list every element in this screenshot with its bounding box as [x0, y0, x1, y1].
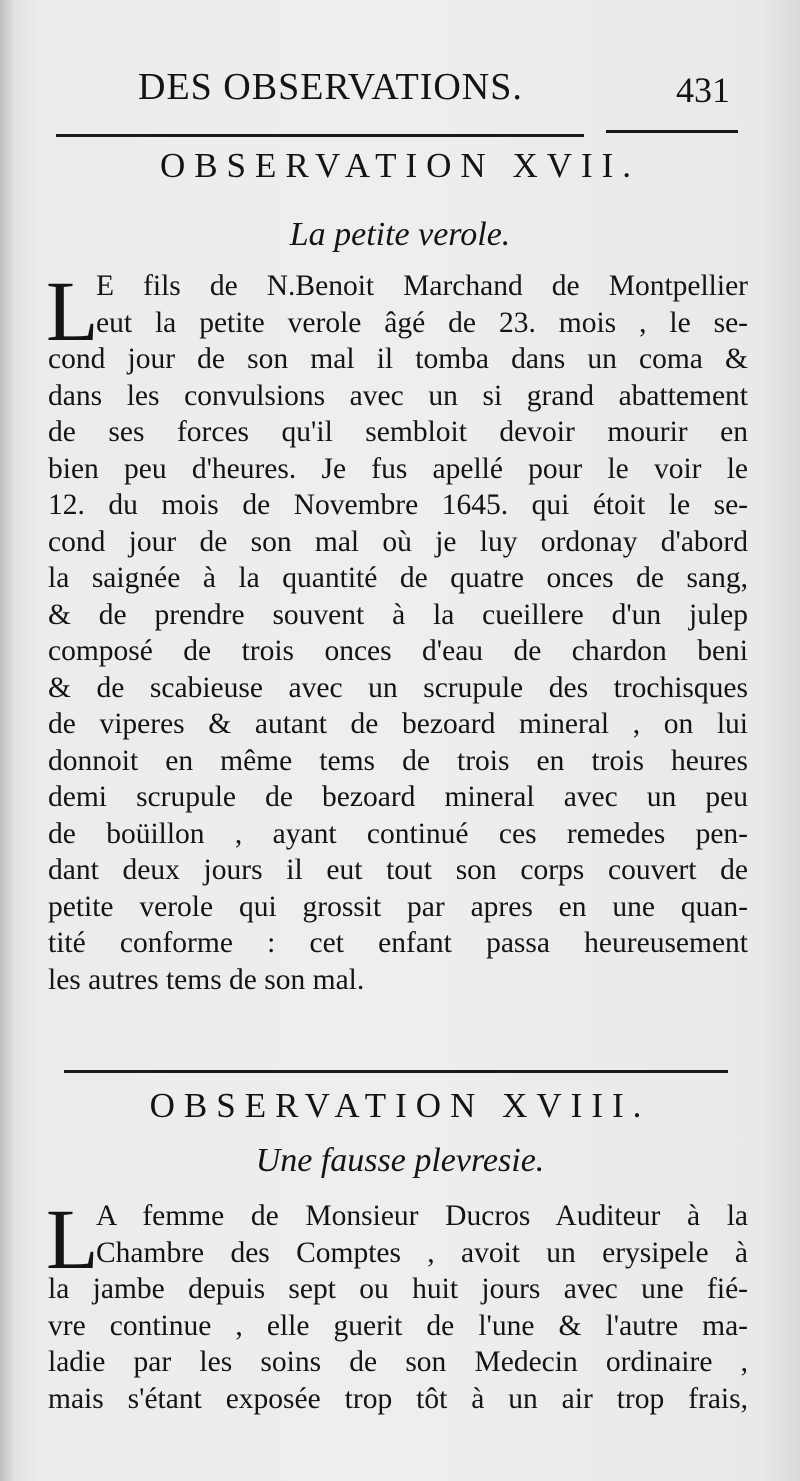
text-line: petite verole qui grossit par apres en une quan- — [48, 890, 748, 923]
text-line: demi scrupule de bezoard mineral avec un peu — [48, 781, 748, 813]
observation-17-body — [46, 263, 748, 998]
text-line: de ses forces qu'il sembloit devoir mourir en — [48, 416, 748, 448]
text-line: de viperes & autant de bezoard mineral , on lui — [48, 708, 748, 740]
text-line: E fils de N.Benoit Marchand de Montpellier — [96, 270, 748, 302]
text-line: cond jour de son mal il tomba dans un coma & — [48, 343, 748, 375]
text-line: eut la petite verole âgé de 23. mois , le se- — [96, 306, 748, 339]
observation-18-heading: OBSERVATION XVIII. — [149, 1086, 651, 1125]
text-line: mais s'étant exposée trop tôt à un air trop frais, — [48, 1382, 748, 1415]
running-head: DES OBSERVATIONS. — [138, 66, 523, 108]
observation-17-heading: OBSERVATION XVII. — [159, 146, 641, 185]
text-line: & de prendre souvent à la cueillere d'un julep — [48, 598, 748, 631]
text-line: 12. du mois de Novembre 1645. qui étoit le se- — [48, 489, 748, 521]
text-line: & de scabieuse avec un scrupule des trochisques — [48, 671, 748, 704]
observation-17-drop-cap: L — [46, 263, 99, 359]
text-line: composé de trois onces d'eau de chardon beni — [48, 635, 748, 667]
text-line: de boüillon , ayant continué ces remedes pen- — [48, 817, 748, 850]
observation-18-title: Une fausse plevresie. — [255, 1142, 545, 1179]
text-line: A femme de Monsieur Ducros Auditeur à la — [96, 1200, 748, 1232]
header-rule-right — [606, 130, 738, 133]
observation-18-drop-cap: L — [46, 1191, 99, 1287]
text-line: dant deux jours il eut tout son corps couvert de — [48, 854, 748, 886]
text-line: cond jour de son mal où je luy ordonay d'abord — [48, 525, 748, 558]
section-rule — [64, 1070, 728, 1073]
text-line: dans les convulsions avec un si grand abattement — [48, 379, 748, 412]
text-line: tité conforme : cet enfant passa heureusement — [48, 927, 748, 959]
page-number: 431 — [676, 70, 730, 110]
observation-18-body — [46, 1191, 748, 1417]
text-line: donnoit en même tems de trois en trois heures — [48, 744, 748, 777]
observation-17-title: La petite verole. — [289, 216, 511, 253]
text-line: la jambe depuis sept ou huit jours avec une fié- — [48, 1273, 748, 1305]
text-line: ladie par les soins de son Medecin ordinaire , — [48, 1346, 748, 1378]
text-line: les autres tems de son mal. — [48, 963, 365, 996]
text-line: la saignée à la quantité de quatre onces de sang, — [48, 562, 748, 594]
text-line: Chambre des Comptes , avoit un erysipele à — [96, 1236, 748, 1269]
text-line: bien peu d'heures. Je fus apellé pour le voir le — [48, 452, 748, 485]
header-rule-left — [56, 134, 584, 137]
text-line: vre continue , elle guerit de l'une & l'autre ma- — [48, 1309, 748, 1342]
